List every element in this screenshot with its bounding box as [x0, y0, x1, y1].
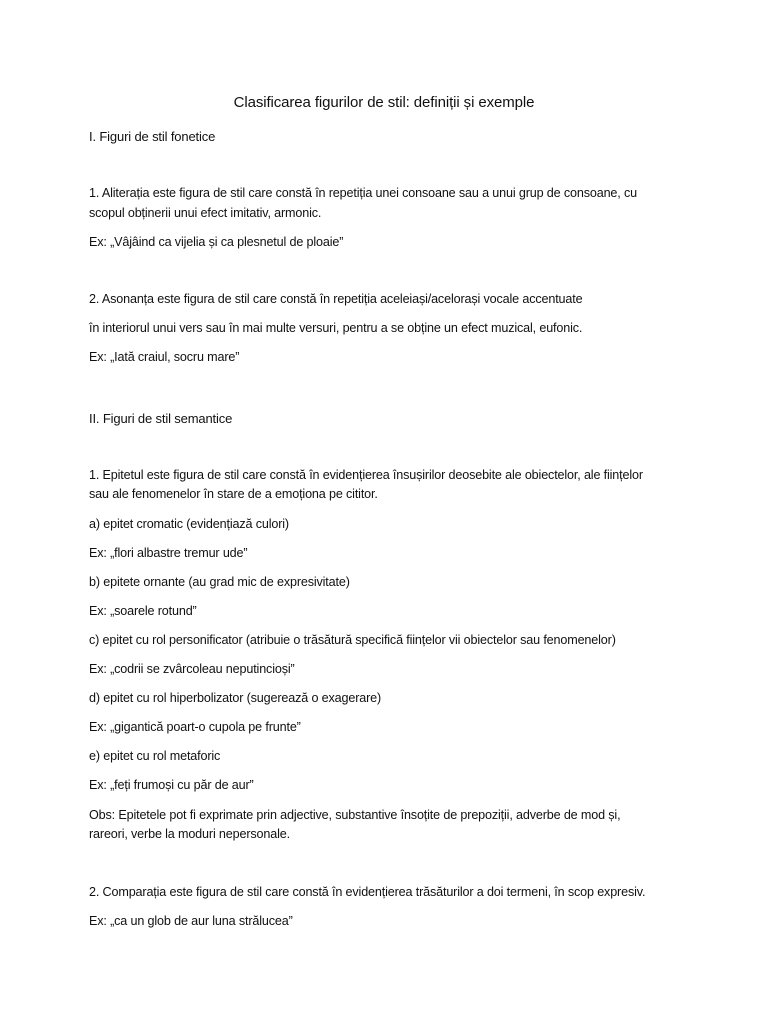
asonanta-example: Ex: „Iată craiul, socru mare”	[89, 350, 240, 364]
epitet-observation-line1: Obs: Epitetele pot fi exprimate prin adjective, substantive însoțite de prepoziții, adverbe de mod și,	[89, 808, 621, 822]
epitet-type-c-example: Ex: „codrii se zvârcoleau neputincioși”	[89, 662, 295, 676]
aliteratie-definition-line2: scopul obținerii unui efect imitativ, armonic.	[89, 206, 322, 220]
asonanta-definition-line2: în interiorul unui vers sau în mai multe versuri, pentru a se obține un efect muzical, eufonic.	[89, 321, 583, 335]
asonanta-definition-line1: 2. Asonanța este figura de stil care constă în repetiția aceleiași/acelorași vocale accentuate	[89, 292, 583, 306]
epitet-type-e-example: Ex: „feți frumoși cu păr de aur”	[89, 778, 254, 792]
document-title: Clasificarea figurilor de stil: definiții și exemple	[233, 94, 535, 111]
comparatie-example: Ex: „ca un glob de aur luna strălucea”	[89, 914, 293, 928]
epitet-definition-line1: 1. Epitetul este figura de stil care constă în evidențierea însușirilor deosebite ale obiectelor, ale ființelor	[89, 468, 643, 482]
comparatie-definition: 2. Comparația este figura de stil care constă în evidențierea trăsăturilor a doi termeni, în scop expresiv.	[89, 885, 646, 899]
epitet-type-d: d) epitet cu rol hiperbolizator (sugerează o exagerare)	[89, 691, 382, 705]
epitet-type-e: e) epitet cu rol metaforic	[89, 749, 221, 763]
aliteratie-example: Ex: „Vâjâind ca vijelia și ca plesnetul de ploaie”	[89, 235, 344, 249]
epitet-type-a-example: Ex: „flori albastre tremur ude”	[89, 546, 248, 560]
epitet-type-b: b) epitete ornante (au grad mic de expresivitate)	[89, 575, 350, 589]
section-heading-semantic: II. Figuri de stil semantice	[89, 411, 233, 426]
epitet-type-c: c) epitet cu rol personificator (atribuie o trăsătură specifică ființelor vii obiectelor sau fenomenelor)	[89, 633, 616, 647]
epitet-definition-line2: sau ale fenomenelor în stare de a emoționa pe cititor.	[89, 487, 378, 501]
epitet-type-a: a) epitet cromatic (evidențiază culori)	[89, 517, 289, 531]
epitet-type-b-example: Ex: „soarele rotund”	[89, 604, 197, 618]
aliteratie-definition-line1: 1. Aliterația este figura de stil care constă în repetiția unei consoane sau a unui grup de consoane, cu	[89, 186, 637, 200]
epitet-observation-line2: rareori, verbe la moduri nepersonale.	[89, 827, 290, 841]
section-heading-phonetic: I. Figuri de stil fonetice	[89, 129, 216, 144]
epitet-type-d-example: Ex: „gigantică poart-o cupola pe frunte”	[89, 720, 301, 734]
